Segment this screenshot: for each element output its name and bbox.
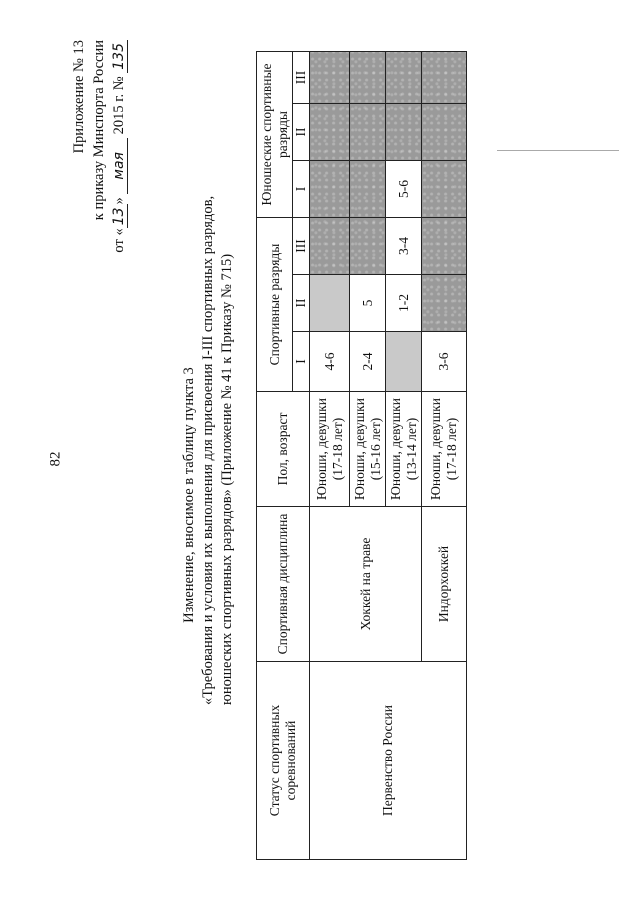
appendix-block — [70, 40, 130, 340]
discipline-cell: Хоккей на траве — [310, 507, 422, 662]
youth-label-3: III — [293, 51, 310, 103]
rank-label-3: III — [293, 217, 310, 274]
youth-label-1: I — [293, 160, 310, 217]
table-row — [310, 51, 350, 859]
rank-cell — [386, 332, 422, 392]
youth-cell — [422, 51, 467, 103]
rank-cell: 1-2 — [386, 275, 422, 332]
gender-age-cell: Юноши, девушки (15-16 лет) — [350, 392, 386, 507]
appendix-title: Приложение № 13 — [71, 40, 87, 154]
page-number: 82 — [47, 451, 64, 467]
rank-cell: 3-6 — [422, 332, 467, 392]
youth-cell — [350, 51, 386, 103]
title-line-1: Изменение, вносимое в таблицу пункта 3 — [181, 367, 197, 623]
date-mid: » — [111, 197, 127, 205]
rank-cell: 5 — [350, 275, 386, 332]
rank-label-1: I — [293, 332, 310, 392]
header-sport-ranks: Спортивные разряды — [257, 217, 293, 391]
date-year: 2015 г. № — [111, 76, 127, 135]
rank-cell — [422, 275, 467, 332]
rank-cell: 3-4 — [386, 217, 422, 274]
youth-cell — [422, 103, 467, 160]
title-line-2: «Требования и условия их выполнения для присвоения I-III спортивных разрядов, — [200, 195, 216, 705]
rank-cell — [350, 217, 386, 274]
gender-age-cell: Юноши, девушки (17-18 лет) — [422, 392, 467, 507]
youth-cell — [350, 103, 386, 160]
ranks-table — [256, 52, 465, 860]
appendix-date-line — [110, 40, 128, 253]
discipline-cell: Индорхоккей — [422, 507, 467, 662]
rank-cell: 2-4 — [350, 332, 386, 392]
youth-cell: 5-6 — [386, 160, 422, 217]
youth-cell — [310, 51, 350, 103]
rank-cell — [422, 217, 467, 274]
appendix-order: к приказу Минспорта России — [91, 40, 107, 221]
youth-cell — [386, 51, 422, 103]
rank-cell — [310, 275, 350, 332]
gender-age-cell: Юноши, девушки (17-18 лет) — [310, 392, 350, 507]
youth-cell — [310, 160, 350, 217]
handwritten-day: 13 — [111, 204, 128, 228]
rank-label-2: II — [293, 275, 310, 332]
handwritten-number: 135 — [111, 40, 128, 73]
title-line-3: юношеских спортивных разрядов» (Приложение № 41 к Приказу № 715) — [219, 253, 235, 705]
gender-age-cell: Юноши, девушки (13-14 лет) — [386, 392, 422, 507]
handwritten-month: мая — [111, 138, 128, 194]
youth-label-2: II — [293, 103, 310, 160]
margin-rule — [497, 150, 619, 151]
rank-cell: 4-6 — [310, 332, 350, 392]
header-discipline: Спортивная дисциплина — [257, 507, 310, 662]
header-status: Статус спортивных соревнований — [257, 662, 310, 860]
youth-cell — [310, 103, 350, 160]
youth-cell — [350, 160, 386, 217]
competition-cell: Первенство России — [310, 662, 467, 860]
header-youth-ranks: Юношеские спортивные разряды — [257, 51, 293, 217]
header-gender-age: Пол, возраст — [257, 392, 310, 507]
document-title — [180, 195, 240, 705]
rank-cell — [310, 217, 350, 274]
date-prefix: от « — [111, 228, 127, 253]
youth-cell — [386, 103, 422, 160]
youth-cell — [422, 160, 467, 217]
